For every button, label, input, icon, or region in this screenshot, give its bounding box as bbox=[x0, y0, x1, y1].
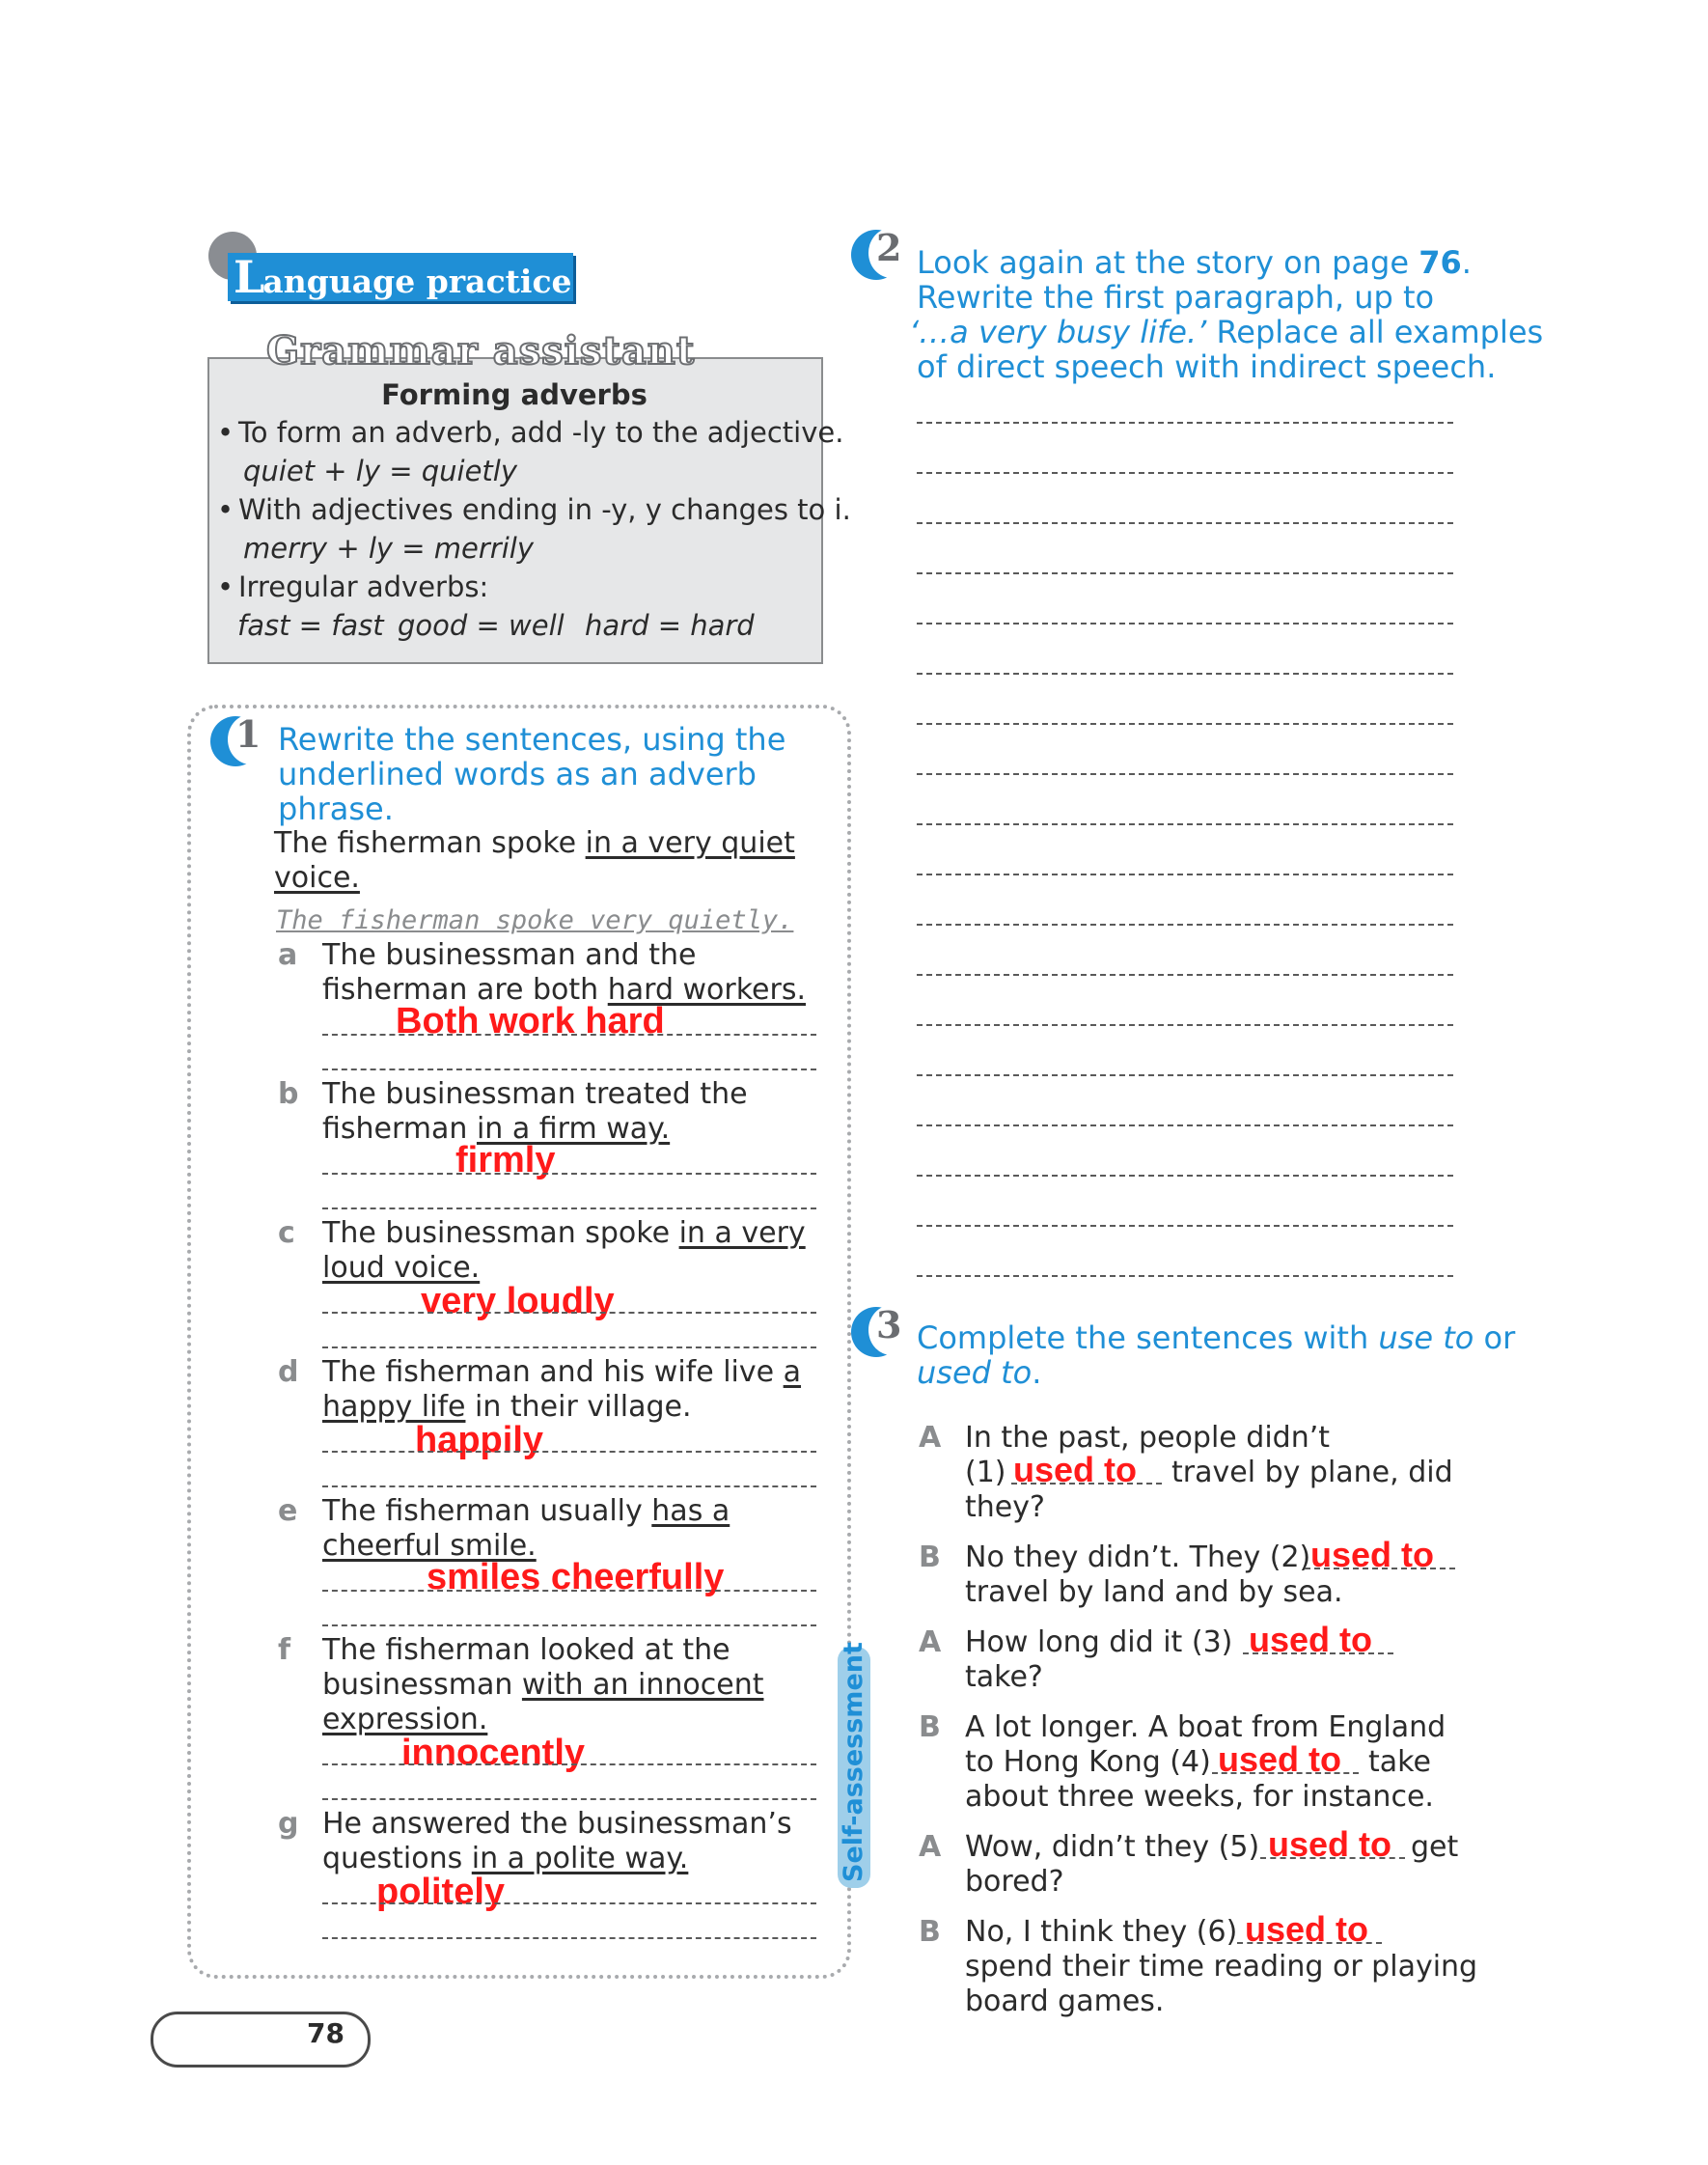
exercise-2-writing-line[interactable] bbox=[917, 1175, 1453, 1177]
item-d-line-2: happy life in their village. bbox=[322, 1390, 692, 1424]
grammar-irregular-3: hard = hard bbox=[585, 609, 755, 642]
exercise-2-writing-line[interactable] bbox=[917, 1275, 1453, 1277]
dialogue-5-line-2: bored? bbox=[965, 1865, 1064, 1899]
dialogue-1-line-3: they? bbox=[965, 1490, 1045, 1524]
exercise-2-writing-line[interactable] bbox=[917, 974, 1453, 976]
item-c-answer: very loudly bbox=[421, 1281, 615, 1321]
exercise-2-writing-line[interactable] bbox=[917, 1225, 1453, 1227]
dialogue-3-speaker: A bbox=[919, 1625, 942, 1659]
item-c-letter: c bbox=[278, 1216, 295, 1250]
grammar-irregular-2: good = well bbox=[398, 609, 565, 642]
exercise-2-instruction-line-2: Rewrite the first paragraph, up to bbox=[917, 279, 1435, 316]
exercise-2-writing-line[interactable] bbox=[917, 1074, 1453, 1076]
dialogue-4-line-1: A lot longer. A boat from England bbox=[965, 1710, 1446, 1744]
exercise-1-instruction-line-1: Rewrite the sentences, using the bbox=[278, 721, 786, 758]
item-g-answer: politely bbox=[376, 1872, 506, 1912]
dialogue-3-line-1: How long did it (3) bbox=[965, 1625, 1233, 1659]
item-e-line-1: The fisherman usually has a bbox=[322, 1494, 730, 1528]
exercise-2-writing-line[interactable] bbox=[917, 823, 1453, 825]
exercise-1-instruction-line-2: underlined words as an adverb bbox=[278, 756, 757, 792]
item-f-line-3: expression. bbox=[322, 1703, 488, 1736]
exercise-1-model-line-2: voice. bbox=[274, 861, 360, 895]
item-e-line-2: cheerful smile. bbox=[322, 1529, 537, 1563]
item-f-letter: f bbox=[278, 1633, 291, 1667]
item-a-letter: a bbox=[278, 938, 298, 972]
exercise-1-instruction-line-3: phrase. bbox=[278, 791, 394, 827]
dialogue-6-answer: used to bbox=[1245, 1909, 1369, 1949]
exercise-1-number: 1 bbox=[235, 712, 262, 756]
item-a-answer-line[interactable] bbox=[322, 1034, 816, 1036]
grammar-title: Grammar assistant bbox=[266, 328, 696, 374]
item-b-answer: firmly bbox=[455, 1140, 556, 1180]
exercise-2-writing-line[interactable] bbox=[917, 472, 1453, 474]
dialogue-6-speaker: B bbox=[919, 1915, 941, 1949]
item-g-line-1: He answered the businessman’s bbox=[322, 1807, 792, 1841]
item-e-letter: e bbox=[278, 1494, 298, 1528]
banner-initial: L bbox=[234, 251, 265, 303]
exercise-2-writing-line[interactable] bbox=[917, 924, 1453, 926]
item-g-line-2: questions in a polite way. bbox=[322, 1842, 689, 1875]
item-e-answer-line-2[interactable] bbox=[322, 1624, 816, 1626]
dialogue-6-line-2: spend their time reading or playing bbox=[965, 1950, 1478, 1984]
dialogue-5-line-1-end: get bbox=[1411, 1830, 1459, 1864]
item-g-letter: g bbox=[278, 1807, 299, 1841]
dialogue-5-answer: used to bbox=[1268, 1824, 1392, 1864]
dialogue-4-line-3: about three weeks, for instance. bbox=[965, 1780, 1434, 1814]
page-number: 78 bbox=[307, 2017, 344, 2049]
item-g-answer-line-2[interactable] bbox=[322, 1937, 816, 1939]
item-b-line-2: fisherman in a firm way. bbox=[322, 1112, 671, 1146]
exercise-1-model-answer: The fisherman spoke very quietly. bbox=[276, 905, 794, 935]
grammar-rule-2: • With adjectives ending in -y, y changes to i. bbox=[217, 493, 851, 526]
grammar-example-1: quiet + ly = quietly bbox=[243, 455, 518, 487]
exercise-2-writing-line[interactable] bbox=[917, 522, 1453, 524]
dialogue-4-line-2-end: take bbox=[1368, 1745, 1431, 1779]
item-b-answer-line-2[interactable] bbox=[322, 1207, 816, 1209]
item-d-answer-line[interactable] bbox=[322, 1451, 816, 1453]
exercise-3-number: 3 bbox=[876, 1303, 902, 1346]
item-e-answer-line[interactable] bbox=[322, 1590, 816, 1592]
item-a-answer-line-2[interactable] bbox=[322, 1069, 816, 1070]
exercise-2-writing-line[interactable] bbox=[917, 773, 1453, 775]
exercise-1-box bbox=[187, 705, 851, 1979]
exercise-1-model-line-1: The fisherman spoke in a very quiet bbox=[274, 826, 795, 860]
exercise-2-writing-line[interactable] bbox=[917, 1124, 1453, 1126]
dialogue-6-line-3: board games. bbox=[965, 1985, 1165, 2018]
grammar-irregular-1: fast = fast bbox=[237, 609, 384, 642]
self-assessment-label: Self-assessment bbox=[839, 1642, 868, 1882]
item-f-line-1: The fisherman looked at the bbox=[322, 1633, 730, 1667]
grammar-rule-1: • To form an adverb, add -ly to the adjective. bbox=[217, 416, 844, 449]
dialogue-4-line-2: to Hong Kong (4) bbox=[965, 1745, 1211, 1779]
dialogue-2-answer: used to bbox=[1310, 1535, 1435, 1574]
item-b-letter: b bbox=[278, 1077, 299, 1111]
item-c-line-2: loud voice. bbox=[322, 1251, 481, 1285]
exercise-2-writing-line[interactable] bbox=[917, 673, 1453, 675]
dialogue-3-line-2: take? bbox=[965, 1660, 1043, 1694]
dialogue-1-line-2-end: travel by plane, did bbox=[1171, 1456, 1453, 1489]
dialogue-2-line-1: No they didn’t. They (2) bbox=[965, 1540, 1311, 1574]
dialogue-1-speaker: A bbox=[919, 1421, 942, 1455]
dialogue-1-answer: used to bbox=[1013, 1450, 1138, 1489]
dialogue-4-speaker: B bbox=[919, 1710, 941, 1744]
item-f-answer: innocently bbox=[401, 1733, 586, 1773]
item-a-line-2: fisherman are both hard workers. bbox=[322, 973, 807, 1007]
dialogue-5-speaker: A bbox=[919, 1830, 942, 1864]
dialogue-2-speaker: B bbox=[919, 1540, 941, 1574]
item-c-answer-line[interactable] bbox=[322, 1312, 816, 1314]
item-a-line-1: The businessman and the bbox=[322, 938, 697, 972]
item-d-answer: happily bbox=[415, 1420, 544, 1460]
item-b-answer-line[interactable] bbox=[322, 1173, 816, 1175]
item-c-answer-line-2[interactable] bbox=[322, 1346, 816, 1348]
item-c-line-1: The businessman spoke in a very bbox=[322, 1216, 806, 1250]
dialogue-1-line-1: In the past, people didn’t bbox=[965, 1421, 1331, 1455]
exercise-2-instruction-line-1: Look again at the story on page 76. bbox=[917, 244, 1472, 281]
grammar-example-2: merry + ly = merrily bbox=[243, 532, 535, 565]
dialogue-4-answer: used to bbox=[1218, 1739, 1342, 1779]
exercise-2-writing-line[interactable] bbox=[917, 723, 1453, 725]
item-b-line-1: The businessman treated the bbox=[322, 1077, 748, 1111]
grammar-rule-3: • Irregular adverbs: bbox=[217, 570, 489, 603]
dialogue-2-line-2: travel by land and by sea. bbox=[965, 1575, 1343, 1609]
exercise-2-writing-line[interactable] bbox=[917, 572, 1453, 574]
item-d-letter: d bbox=[278, 1355, 299, 1389]
item-f-answer-line[interactable] bbox=[322, 1763, 816, 1765]
item-f-answer-line-2[interactable] bbox=[322, 1798, 816, 1800]
exercise-3-instruction-line-2: used to. bbox=[917, 1354, 1042, 1391]
item-d-answer-line-2[interactable] bbox=[322, 1485, 816, 1487]
section-banner bbox=[228, 253, 573, 301]
banner-title: anguage practice bbox=[262, 263, 572, 300]
item-e-answer: smiles cheerfully bbox=[427, 1557, 725, 1597]
exercise-2-writing-line[interactable] bbox=[917, 422, 1453, 424]
dialogue-1-blank-number: (1) bbox=[965, 1456, 1006, 1489]
exercise-2-instruction-line-3: ‘…a very busy life.’ Replace all examples bbox=[909, 314, 1544, 350]
exercise-2-instruction-line-4: of direct speech with indirect speech. bbox=[917, 348, 1497, 385]
dialogue-6-line-1: No, I think they (6) bbox=[965, 1915, 1238, 1949]
exercise-2-writing-line[interactable] bbox=[917, 874, 1453, 875]
item-g-answer-line[interactable] bbox=[322, 1902, 816, 1904]
exercise-2-number: 2 bbox=[876, 226, 902, 269]
exercise-2-writing-line[interactable] bbox=[917, 1024, 1453, 1026]
item-d-line-1: The fisherman and his wife live a bbox=[322, 1355, 802, 1389]
dialogue-5-line-1: Wow, didn’t they (5) bbox=[965, 1830, 1260, 1864]
dialogue-3-answer: used to bbox=[1249, 1620, 1373, 1659]
exercise-2-writing-line[interactable] bbox=[917, 623, 1453, 625]
item-a-answer: Both work hard bbox=[396, 1001, 665, 1041]
exercise-3-instruction-line-1: Complete the sentences with use to or bbox=[917, 1319, 1516, 1356]
item-f-line-2: businessman with an innocent bbox=[322, 1668, 764, 1702]
grammar-heading: Forming adverbs bbox=[381, 378, 647, 411]
